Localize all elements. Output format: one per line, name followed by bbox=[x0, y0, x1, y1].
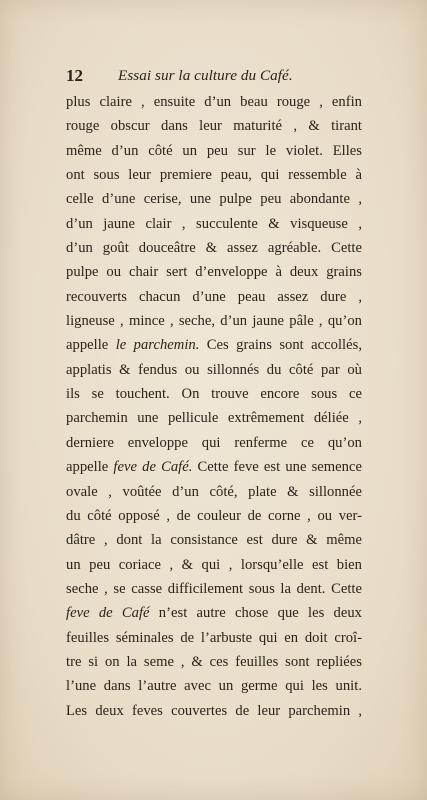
text-segment: tre si on la seme , & ces feuilles sont repliées bbox=[66, 653, 362, 670]
text-segment: du côté opposé , de couleur de corne , ou ver- bbox=[66, 507, 362, 524]
text-line bbox=[66, 601, 362, 625]
text-segment: derniere enveloppe qui renferme ce qu’on bbox=[66, 434, 362, 451]
text-line bbox=[66, 260, 362, 284]
page-number: 12 bbox=[66, 66, 83, 85]
text-segment: d’un goût douceâtre & assez agréable. Cette bbox=[66, 240, 362, 257]
text-line bbox=[66, 333, 362, 357]
italic-text-segment: le parchemin. bbox=[115, 337, 200, 354]
text-line bbox=[66, 674, 362, 698]
text-segment: plus claire , ensuite d’un beau rouge , enfin bbox=[66, 94, 362, 110]
text-line bbox=[66, 212, 362, 236]
text-line bbox=[66, 504, 362, 528]
text-line bbox=[66, 553, 362, 577]
text-line bbox=[66, 139, 362, 163]
text-line bbox=[66, 406, 362, 430]
text-line bbox=[66, 650, 362, 674]
text-line bbox=[66, 699, 362, 723]
text-segment: Les deux feves couvertes de leur parchemin , bbox=[66, 702, 362, 719]
text-segment: applatis & fendus ou sillonnés du côté par où bbox=[66, 361, 362, 378]
text-segment: même d’un côté un peu sur le violet. Elles bbox=[66, 142, 362, 159]
text-line bbox=[66, 480, 362, 504]
body-text bbox=[66, 90, 362, 723]
page-header bbox=[66, 66, 366, 88]
text-line bbox=[66, 90, 362, 114]
text-segment: celle d’une cerise, une pulpe peu abondante , bbox=[66, 191, 362, 208]
running-title: Essai sur la culture du Café. bbox=[118, 67, 293, 84]
text-segment: rouge obscur dans leur maturité , & tirant bbox=[66, 118, 362, 135]
text-line bbox=[66, 236, 362, 260]
text-segment: feuilles séminales de l’arbuste qui en doit croî- bbox=[66, 629, 362, 646]
text-segment: pulpe ou chair sert d’enveloppe à deux grains bbox=[66, 264, 362, 281]
text-segment: Cette feve est une semence bbox=[192, 459, 362, 476]
text-segment: l’une dans l’autre avec un germe qui les unit. bbox=[66, 678, 362, 695]
text-segment: recouverts chacun d’une peau assez dure , bbox=[66, 288, 362, 305]
text-line bbox=[66, 455, 362, 479]
text-segment: d’un jaune clair , succulente & visqueuse , bbox=[66, 215, 362, 232]
text-segment: Ces grains sont accollés, bbox=[199, 337, 362, 354]
text-segment: dâtre , dont la consistance est dure & même bbox=[66, 532, 362, 549]
text-segment: ils se touchent. On trouve encore sous ce bbox=[66, 386, 362, 403]
text-line bbox=[66, 163, 362, 187]
text-segment: ont sous leur premiere peau, qui ressemble à bbox=[66, 167, 362, 184]
text-segment: seche , se casse difficilement sous la dent. Cette bbox=[66, 580, 362, 597]
text-line bbox=[66, 187, 362, 211]
text-line bbox=[66, 285, 362, 309]
text-segment: appelle bbox=[66, 459, 114, 476]
text-line bbox=[66, 577, 362, 601]
text-line bbox=[66, 382, 362, 406]
text-line bbox=[66, 358, 362, 382]
italic-text-segment: feve de Café bbox=[66, 605, 150, 622]
text-segment: appelle bbox=[66, 337, 116, 354]
text-segment: un peu coriace , & qui , lorsqu’elle est bien bbox=[66, 556, 362, 573]
text-line bbox=[66, 114, 362, 138]
text-line bbox=[66, 431, 362, 455]
text-segment: parchemin une pellicule extrêmement déliée , bbox=[66, 410, 362, 427]
italic-text-segment: feve de Café. bbox=[113, 459, 193, 476]
text-segment: ovale , voûtée d’un côté, plate & sillonnée bbox=[66, 483, 362, 500]
text-segment: ligneuse , mince , seche, d’un jaune pâle , qu’on bbox=[66, 313, 362, 330]
text-line bbox=[66, 528, 362, 552]
text-line bbox=[66, 309, 362, 333]
text-line bbox=[66, 626, 362, 650]
text-segment: n’est autre chose que les deux bbox=[149, 605, 362, 622]
